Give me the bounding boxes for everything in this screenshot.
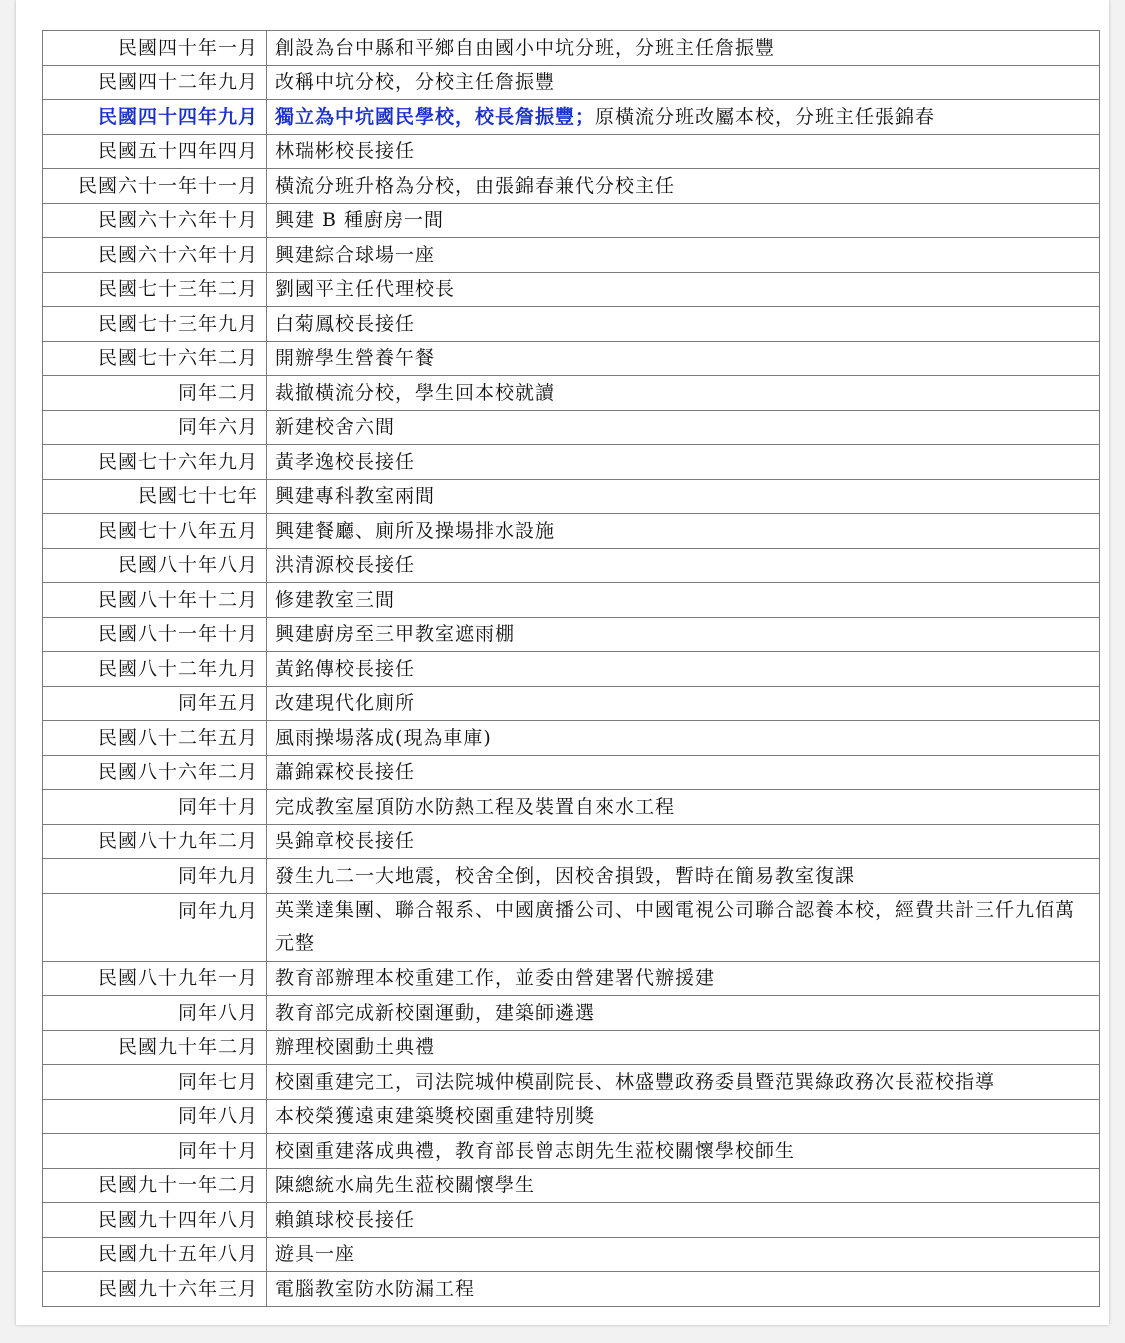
- row-date: 民國七十六年九月: [43, 445, 267, 480]
- table-row: [43, 479, 1100, 514]
- row-date: 民國六十一年十一月: [43, 169, 267, 204]
- table-row: [43, 617, 1100, 652]
- table-row: [43, 445, 1100, 480]
- row-date: 民國四十四年九月: [43, 100, 267, 135]
- row-event: 創設為台中縣和平鄉自由國小中坑分班，分班主任詹振豐: [267, 31, 1100, 66]
- row-event: 橫流分班升格為分校，由張錦春兼代分校主任: [267, 169, 1100, 204]
- table-body: [43, 31, 1100, 1307]
- table-row: [43, 893, 1100, 961]
- row-event: 教育部辦理本校重建工作，並委由營建署代辦援建: [267, 961, 1100, 996]
- table-row: [43, 1237, 1100, 1272]
- row-date: 民國八十二年九月: [43, 652, 267, 687]
- row-event: 劉國平主任代理校長: [267, 272, 1100, 307]
- row-event: 陳總統水扁先生蒞校關懷學生: [267, 1168, 1100, 1203]
- table-row: [43, 652, 1100, 687]
- row-event: 英業達集團、聯合報系、中國廣播公司、中國電視公司聯合認養本校，經費共計三仟九佰萬元整: [267, 893, 1100, 961]
- table-row: [43, 307, 1100, 342]
- row-date: 民國九十五年八月: [43, 1237, 267, 1272]
- row-event: 吳錦章校長接任: [267, 824, 1100, 859]
- table-row: [43, 341, 1100, 376]
- table-row: [43, 686, 1100, 721]
- row-event: 賴鎮球校長接任: [267, 1203, 1100, 1238]
- table-row: [43, 1030, 1100, 1065]
- table-row: [43, 1168, 1100, 1203]
- row-date: 民國六十六年十月: [43, 238, 267, 273]
- table-row: [43, 721, 1100, 756]
- table-row: [43, 410, 1100, 445]
- row-date: 同年八月: [43, 996, 267, 1031]
- table-row: [43, 1272, 1100, 1307]
- row-date: 同年二月: [43, 376, 267, 411]
- table-row: [43, 824, 1100, 859]
- table-row: [43, 65, 1100, 100]
- row-event: 改建現代化廁所: [267, 686, 1100, 721]
- table-row: [43, 31, 1100, 66]
- row-event: 校園重建落成典禮，教育部長曾志朗先生蒞校關懷學校師生: [267, 1134, 1100, 1169]
- row-date: 民國九十年二月: [43, 1030, 267, 1065]
- row-event: 興建餐廳、廁所及操場排水設施: [267, 514, 1100, 549]
- table-row: [43, 790, 1100, 825]
- row-event: 遊具一座: [267, 1237, 1100, 1272]
- row-event: 白菊鳳校長接任: [267, 307, 1100, 342]
- row-date: 民國七十三年九月: [43, 307, 267, 342]
- row-date: 同年十月: [43, 1134, 267, 1169]
- row-event: 本校榮獲遠東建築獎校園重建特別獎: [267, 1099, 1100, 1134]
- row-event: 校園重建完工，司法院城仲模副院長、林盛豐政務委員暨范巽綠政務次長蒞校指導: [267, 1065, 1100, 1100]
- table-row: [43, 272, 1100, 307]
- row-date: 民國七十三年二月: [43, 272, 267, 307]
- table-row: [43, 1203, 1100, 1238]
- row-event: 風雨操場落成(現為車庫): [267, 721, 1100, 756]
- row-date: 同年九月: [43, 893, 267, 961]
- row-date: 民國七十八年五月: [43, 514, 267, 549]
- row-date: 民國九十一年二月: [43, 1168, 267, 1203]
- table-row: [43, 238, 1100, 273]
- row-event: 發生九二一大地震，校舍全倒，因校舍損毀，暫時在簡易教室復課: [267, 859, 1100, 894]
- row-event: [267, 100, 1100, 135]
- table-row: [43, 169, 1100, 204]
- table-row: [43, 859, 1100, 894]
- table-row: [43, 996, 1100, 1031]
- row-date: 民國九十四年八月: [43, 1203, 267, 1238]
- row-date: 同年八月: [43, 1099, 267, 1134]
- row-date: 民國七十七年: [43, 479, 267, 514]
- row-event: 新建校舍六間: [267, 410, 1100, 445]
- row-event: 興建綜合球場一座: [267, 238, 1100, 273]
- table-row: [43, 1099, 1100, 1134]
- table-row: [43, 961, 1100, 996]
- event-highlight: 獨立為中坑國民學校，校長詹振豐；: [275, 105, 596, 128]
- row-date: 同年十月: [43, 790, 267, 825]
- row-event: 黃銘傳校長接任: [267, 652, 1100, 687]
- table-row: [43, 583, 1100, 618]
- table-row: [43, 1065, 1100, 1100]
- table-row: [43, 134, 1100, 169]
- row-event: 裁撤橫流分校，學生回本校就讀: [267, 376, 1100, 411]
- row-event: 興建專科教室兩間: [267, 479, 1100, 514]
- row-event: 林瑞彬校長接任: [267, 134, 1100, 169]
- table-row: [43, 1134, 1100, 1169]
- row-event: 洪清源校長接任: [267, 548, 1100, 583]
- row-date: 民國四十年一月: [43, 31, 267, 66]
- row-date: 民國九十六年三月: [43, 1272, 267, 1307]
- row-date: 民國八十六年二月: [43, 755, 267, 790]
- row-event: 完成教室屋頂防水防熱工程及裝置自來水工程: [267, 790, 1100, 825]
- table-row: [43, 514, 1100, 549]
- row-event: 黃孝逸校長接任: [267, 445, 1100, 480]
- row-event: 修建教室三間: [267, 583, 1100, 618]
- row-date: 民國六十六年十月: [43, 203, 267, 238]
- row-event: 改稱中坑分校，分校主任詹振豐: [267, 65, 1100, 100]
- row-date: 同年九月: [43, 859, 267, 894]
- row-event: 興建廚房至三甲教室遮雨棚: [267, 617, 1100, 652]
- row-event: 辦理校園動土典禮: [267, 1030, 1100, 1065]
- document-page: [16, 0, 1109, 1325]
- row-event: 蕭錦霖校長接任: [267, 755, 1100, 790]
- row-event: 電腦教室防水防漏工程: [267, 1272, 1100, 1307]
- event-text: 原橫流分班改屬本校，分班主任張錦春: [595, 105, 936, 128]
- table-row: [43, 203, 1100, 238]
- row-date: 民國七十六年二月: [43, 341, 267, 376]
- row-date: 民國四十二年九月: [43, 65, 267, 100]
- row-event: 開辦學生營養午餐: [267, 341, 1100, 376]
- row-date: 民國八十年十二月: [43, 583, 267, 618]
- row-date: 民國五十四年四月: [43, 134, 267, 169]
- table-row: [43, 376, 1100, 411]
- row-date: 同年七月: [43, 1065, 267, 1100]
- row-event: 教育部完成新校園運動，建築師遴選: [267, 996, 1100, 1031]
- table-row: [43, 548, 1100, 583]
- row-date: 民國八十年八月: [43, 548, 267, 583]
- row-date: 同年六月: [43, 410, 267, 445]
- school-history-table: [42, 30, 1100, 1307]
- row-date: 民國八十二年五月: [43, 721, 267, 756]
- row-date: 民國八十九年二月: [43, 824, 267, 859]
- table-row: [43, 100, 1100, 135]
- row-event: 興建 B 種廚房一間: [267, 203, 1100, 238]
- row-date: 民國八十一年十月: [43, 617, 267, 652]
- row-date: 民國八十九年一月: [43, 961, 267, 996]
- row-date: 同年五月: [43, 686, 267, 721]
- table-row: [43, 755, 1100, 790]
